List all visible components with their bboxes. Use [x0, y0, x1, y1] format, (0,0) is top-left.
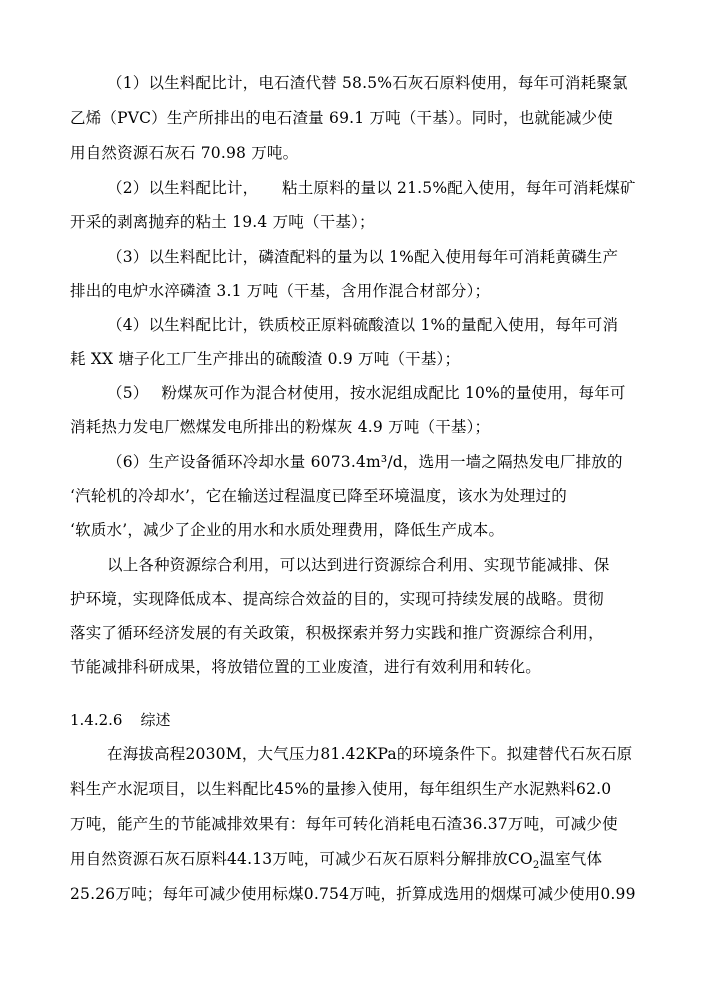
paragraph-4-line-1: （4）以生料配比计，铁质校正原料硫酸渣以 1%的量配入使用，每年可消: [107, 316, 619, 334]
paragraph-8-line-4-text-b: 温室气体: [539, 850, 603, 868]
paragraph-5-line-1: （5） 粉煤灰可作为混合材使用，按水泥组成配比 10%的量使用，每年可: [107, 384, 626, 402]
paragraph-6-line-2: ‘汽轮机的冷却水’，它在输送过程温度已降至环境温度，该水为处理过的: [70, 487, 567, 505]
paragraph-1-line-1: （1）以生料配比计，电石渣代替 58.5%石灰石原料使用，每年可消耗聚氯: [107, 74, 628, 92]
section-title: 综述: [140, 711, 171, 729]
paragraph-7-line-2: 护环境，实现降低成本、提高综合效益的目的，实现可持续发展的战略。贯彻: [70, 590, 604, 608]
paragraph-6-line-3: ‘软质水’，减少了企业的用水和水质处理费用，降低生产成本。: [70, 521, 505, 539]
paragraph-3-line-2: 排出的电炉水淬磷渣 3.1 万吨（干基，含用作混合材部分）；: [70, 282, 491, 300]
co2-subscript: 2: [532, 860, 540, 871]
section-heading: [70, 710, 171, 730]
paragraph-7-line-4: 节能减排科研成果，将放错位置的工业废渣，进行有效利用和转化。: [70, 658, 542, 676]
paragraph-6-line-1: （6）生产设备循环冷却水量 6073.4m³/d，选用一墙之隔热发电厂排放的: [107, 453, 623, 471]
paragraph-2-line-2: 开采的剥离抛弃的粘土 19.4 万吨（干基）；: [70, 213, 375, 231]
paragraph-3-line-1: （3）以生料配比计，磷渣配料的量为以 1%配入使用每年可消耗黄磷生产: [107, 248, 619, 266]
paragraph-1-line-3: 用自然资源石灰石 70.98 万吨。: [70, 144, 299, 162]
paragraph-7-line-3: 落实了循环经济发展的有关政策，积极探索并努力实践和推广资源综合利用，: [70, 624, 604, 642]
paragraph-8-line-3: 万吨，能产生的节能减排效果有：每年可转化消耗电石渣36.37万吨，可减少使: [70, 815, 618, 833]
paragraph-8-line-2: 料生产水泥项目，以生料配比45%的量掺入使用，每年组织生产水泥熟料62.0: [70, 780, 612, 798]
paragraph-5-line-2: 消耗热力发电厂燃煤发电所排出的粉煤灰 4.9 万吨（干基）；: [70, 418, 491, 436]
paragraph-8-line-5: 25.26万吨；每年可减少使用标煤0.754万吨，折算成选用的烟煤可减少使用0.99: [70, 885, 636, 903]
paragraph-4-line-2: 耗 XX 塘子化工厂生产排出的硫酸渣 0.9 万吨（干基）；: [70, 350, 461, 368]
paragraph-8-line-4: [70, 849, 602, 869]
paragraph-7-line-1: 以上各种资源综合利用，可以达到进行资源综合利用、实现节能减排、保: [107, 556, 610, 574]
paragraph-8-line-4-text-a: 用自然资源石灰石原料44.13万吨，可减少石灰石原料分解排放CO: [70, 850, 533, 868]
paragraph-2-line-1: （2）以生料配比计， 粘土原料的量以 21.5%配入使用，每年可消耗煤矿: [107, 179, 636, 197]
paragraph-8-line-1: 在海拔高程2030M，大气压力81.42KPa的环境条件下。拟建替代石灰石原: [107, 745, 633, 763]
section-number: 1.4.2.6: [70, 711, 123, 729]
paragraph-1-line-2: 乙烯（PVC）生产所排出的电石渣量 69.1 万吨（干基）。同时，也就能减少使: [70, 109, 613, 127]
